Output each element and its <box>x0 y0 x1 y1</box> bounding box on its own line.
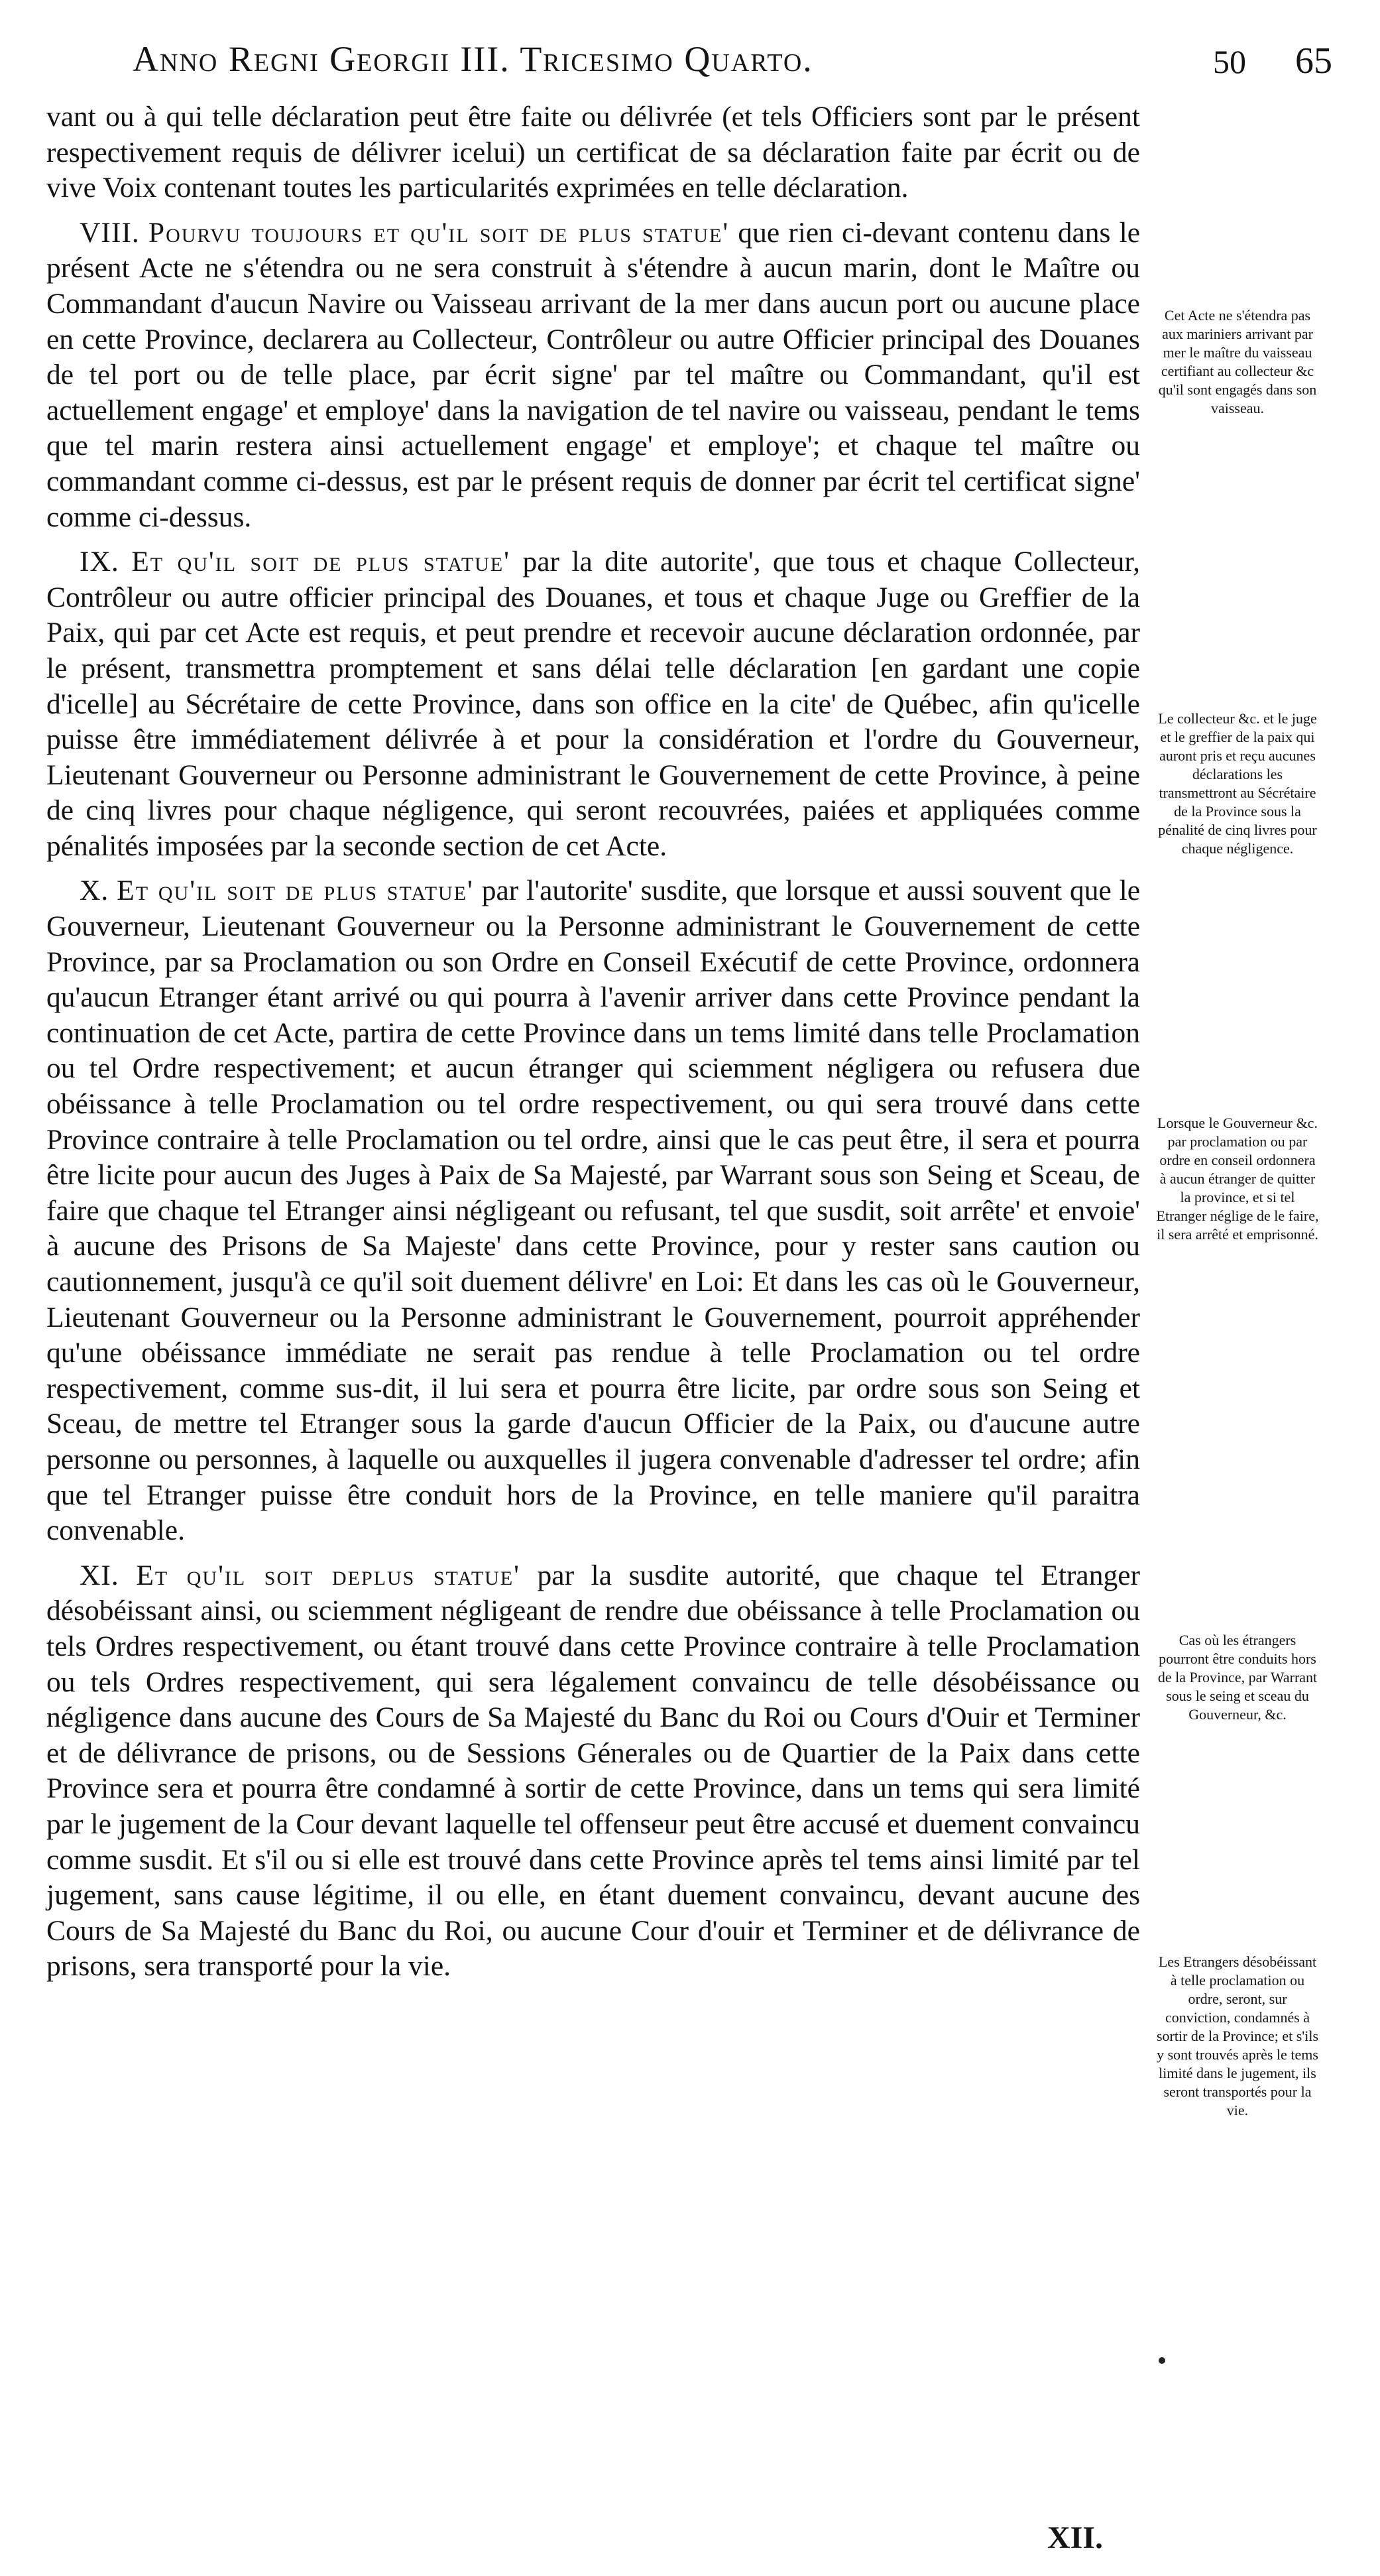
section-text: vant ou à qui telle déclaration peut être faite ou délivrée (et tels Officiers sont par le présent respectivement requis de délivrer icelui) un certificat de sa déclaration faite par écrit ou de vive Voix contenant toutes les particularités exprimées en telle déclaration. <box>46 101 1140 204</box>
section-continuation <box>46 99 1140 206</box>
section-ix <box>46 544 1140 864</box>
section-text: par l'autorite' susdite, que lorsque et aussi souvent que le Gouverneur, Lieutenant Gouverneur ou la Personne administrant le Gouvernement de cette Province, par sa Proclamation ou son Ordre en Conseil Exécutif de cette Province, ordonnera qu'aucun Etranger étant arrivé ou qui pourra à l'avenir arriver dans cette Province pendant la continuation de cet Acte, partira de cette Province dans un tems limité dans telle Proclamation ou tel Ordre respectivement; et aucun étranger qui sciemment négligera ou refusera due obéissance à telle Proclamation ou tel ordre respectivement, ou qui sera trouvé dans cette Province contraire à telle Proclamation ou tel ordre, ainsi que le cas peut être, il sera et pourra être licite pour aucun des Juges à Paix de Sa Majesté, par Warrant sous son Seing et Sceau, de faire que chaque tel Etranger ainsi négligeant ou refusant, tel que susdit, soit arrête' et envoie' à aucune des Prisons de Sa Majeste' dans cette Province, pour y rester sans caution ou cautionnement, jusqu'à ce qu'il soit duement délivre' en Loi: Et dans les cas où le Gouverneur, Lieutenant Gouverneur ou la Personne administrant le Gouvernement, pourroit appréhender qu'une obéissance immédiate ne serait pas rendue à telle Proclamation ou tel ordre respectivement, comme sus-dit, il lui sera et pourra être licite, par ordre sous son Seing et Sceau, de mettre tel Etranger sous la garde d'aucun Officier de la Paix, ou d'aucune autre personne ou personnes, à laquelle ou auxquelles il jugera convenable d'adresser tel ordre; afin que tel Etranger puisse être conduit hors de la Province, en telle maniere qu'il paraitra convenable. <box>46 875 1141 1547</box>
section-lead: Et qu'il soit deplus statue' <box>136 1559 520 1591</box>
running-head-title: Anno Regni Georgii III. Tricesimo Quarto. <box>133 39 813 79</box>
section-x <box>46 873 1140 1548</box>
section-lead: Et qu'il soit de plus statue' <box>117 875 474 907</box>
catchword: XII. <box>1047 2520 1104 2555</box>
section-text: par la susdite autorité, que chaque tel Etranger désobéissant ainsi, ou sciemment négligeant de rendre due obéissance à telle Proclamation ou tels Ordres respectivement, ou étant trouvé dans cette Province contraire à telle Proclamation ou tels Ordres respectivement, qui sera légalement convaincu de telle désobéissance ou négligence dans aucune des Cours de Sa Majesté du Banc du Roi ou Cours d'Ouir et Terminer et de délivrance de prisons, ou de Sessions Génerales ou de Quartier de la Paix dans cette Province sera et pourra être condamné à sortir de cette Province, dans un tems qui sera limité par le jugement de la Cour devant laquelle tel offenseur peut être accusé et duement convaincu comme susdit. Et s'il ou si elle est trouvé dans cette Province après tel tems ainsi limité par tel jugement, sans cause légitime, il ou elle, en étant duement convaincu, devant aucune des Cours de Sa Majesté du Banc du Roi, ou aucune Cour d'ouir et Terminer et de délivrance de prisons, sera transporté pour la vie. <box>46 1559 1141 1983</box>
section-number: VIII. <box>80 216 140 249</box>
section-viii <box>46 215 1140 535</box>
section-lead: Et qu'il soit de plus statue' <box>131 546 510 578</box>
running-head <box>133 33 1339 93</box>
page-number: 65 <box>1295 40 1332 82</box>
section-text: par la dite autorite', que tous et chaque Collecteur, Contrôleur ou autre officier principal des Douanes, et tous et chaque Juge ou Greffier de la Paix, qui par cet Acte est requis, et peut prendre et recevoir aucune déclaration ordonnée, par le présent, transmettra promptement et sans délai telle déclaration [en gardant une copie d'icelle] au Sécrétaire de cette Province, dans son office en la cite' de Québec, afin qu'icelle puisse être immédiatement délivrée à et pour la considération et l'ordre du Gouverneur, Lieutenant Gouverneur ou Personne administrant le Gouvernement de cette Province, à peine de cinq livres pour chaque négligence, qui seront recouvrées, paiées et appliquées comme pénalités imposées par la seconde section de cet Acte. <box>46 546 1141 862</box>
section-number: IX. <box>80 546 119 578</box>
section-number: X. <box>80 875 109 907</box>
section-text: que rien ci-devant contenu dans le présent Acte ne s'étendra ou ne sera construit à s'étendre à aucun marin, dont le Maître ou Commandant d'aucun Navire ou Vaisseau arrivant de la mer dans aucun port ou aucune place en cette Province, declarera au Collecteur, Contrôleur ou autre Officier principal des Douanes de tel port ou de telle place, par écrit signe' par tel maître ou Commandant, qu'il est actuellement engage' et employe' dans la navigation de tel navire ou vaisseau, pendant le tems que tel marin restera ainsi actuellement engage' et employe'; et chaque tel maître ou commandant comme ci-dessus, est par le présent requis de donner par écrit tel certificat signe' comme ci-dessus. <box>46 216 1140 533</box>
main-text <box>46 99 1140 1985</box>
folio-number: 50 <box>1213 43 1246 80</box>
section-lead: Pourvu toujours et qu'il soit de plus statue' <box>148 216 730 249</box>
margin-note-x-removal: Cas où les étrangers pourront être conduits hors de la Province, par Warrant sous le seing et sceau du Gouverneur, &c. <box>1157 1632 1318 1723</box>
margin-note-viii: Cet Acte ne s'étendra pas aux mariniers arrivant par mer le maître du vaisseau certifiant au collecteur &c qu'il sont engagés dans son vaisseau. <box>1158 307 1317 416</box>
section-number: XI. <box>80 1559 119 1591</box>
margin-note-x-arrest: Lorsque le Gouverneur &c. par proclamation ou par ordre en conseil ordonnera à aucun étranger de quitter la province, et si tel Etranger néglige de le faire, il sera arrêté et emprisonné. <box>1156 1115 1319 1243</box>
section-xi <box>46 1558 1140 1985</box>
ink-speck-decoration <box>1159 2357 1165 2364</box>
margin-note-ix: Le collecteur &c. et le juge et le greffier de la paix qui auront pris et reçu aucunes déclarations les transmettront au Sécrétaire de la Province sous la pénalité de cinq livres pour chaque négligence. <box>1158 710 1317 857</box>
margin-note-xi: Les Etrangers désobéissant à telle proclamation ou ordre, seront, sur conviction, condamnés à sortir de la Province; et s'ils y sont trouvés après le tems limité dans le jugement, ils seront transportés pour la vie. <box>1156 1953 1319 2118</box>
